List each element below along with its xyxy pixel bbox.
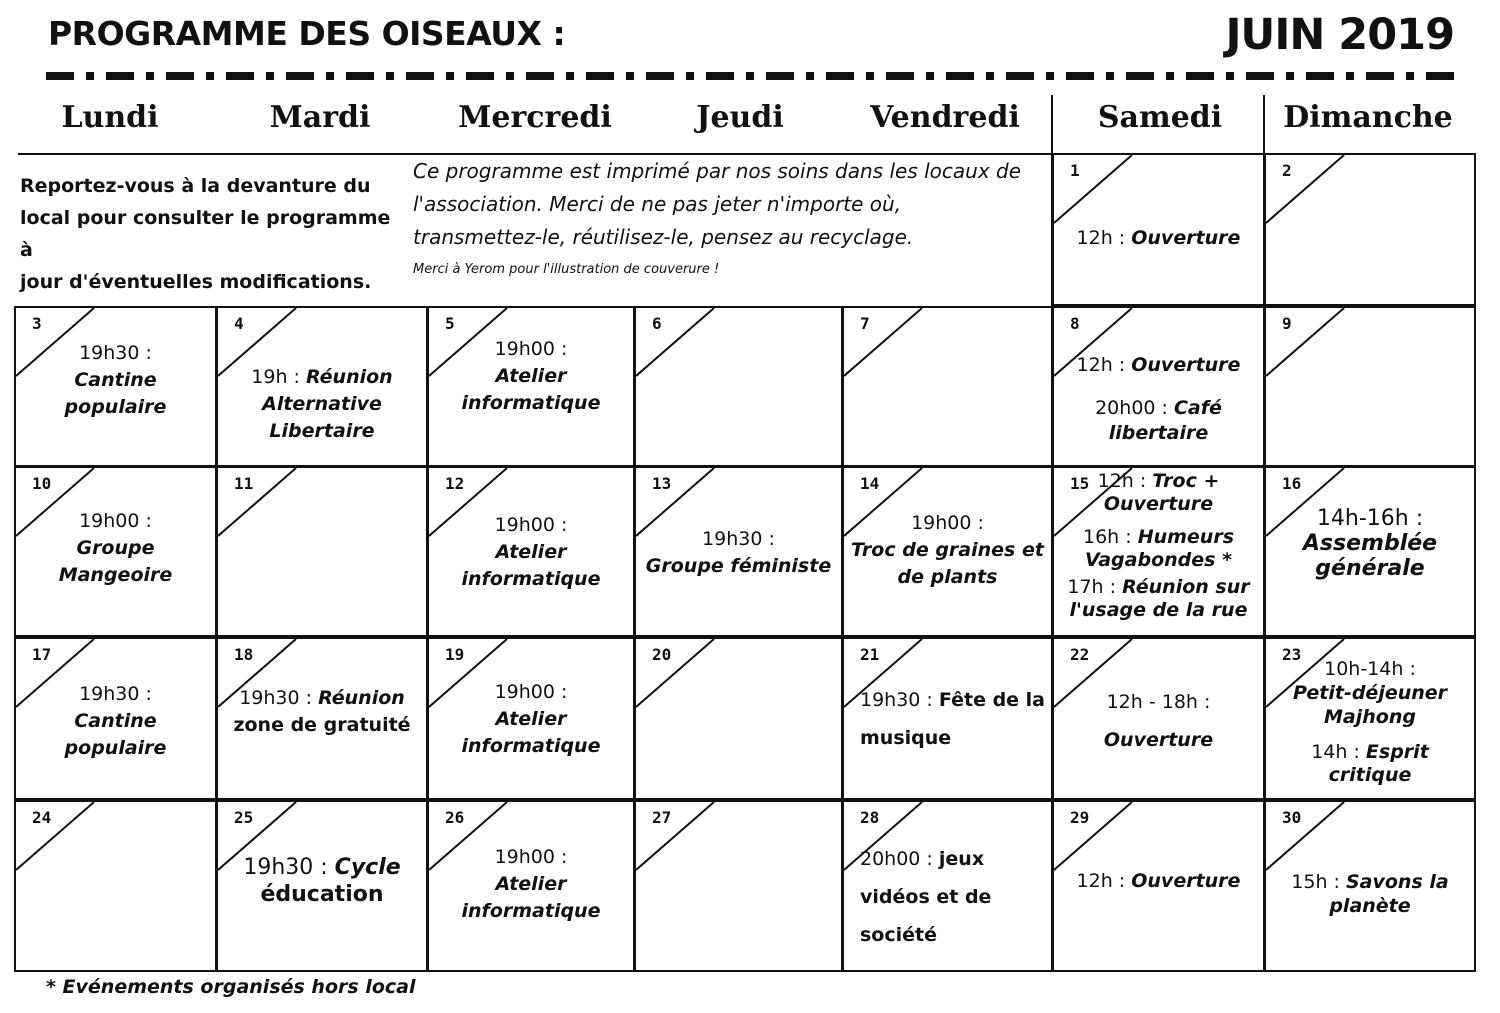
event-title: Réunion xyxy=(305,366,393,388)
event-title: Ouverture xyxy=(1103,493,1214,515)
event-time: 19h00 : xyxy=(494,681,568,703)
corner-diagonal xyxy=(218,468,298,538)
event-text xyxy=(20,681,211,762)
event-text xyxy=(1270,741,1470,787)
event-title: Troc + xyxy=(1152,470,1220,492)
event-title: de plants xyxy=(897,566,998,588)
event-title: Atelier xyxy=(495,873,567,895)
event-title: Atelier xyxy=(495,365,567,387)
weekday-mardi: Mardi xyxy=(269,100,371,135)
event-text xyxy=(1270,506,1470,581)
day-number: 26 xyxy=(445,808,465,827)
day-number: 5 xyxy=(445,314,455,333)
header-separator xyxy=(1051,95,1053,153)
event-title: Atelier xyxy=(495,541,567,563)
event-title: Esprit xyxy=(1365,741,1429,763)
event-time: 19h : xyxy=(251,366,306,388)
day-number: 4 xyxy=(234,314,244,333)
event-time: 19h00 : xyxy=(494,338,568,360)
event-title: Cantine xyxy=(74,710,157,732)
event-time: 19h00 : xyxy=(494,514,568,536)
event-title: Alternative Libertaire xyxy=(262,393,382,442)
day-number: 12 xyxy=(445,474,465,493)
day-number: 19 xyxy=(445,645,465,664)
event-title: générale xyxy=(1315,556,1425,581)
event-text xyxy=(640,526,837,580)
day-number: 13 xyxy=(652,474,672,493)
event-text xyxy=(222,364,422,445)
event-text xyxy=(860,681,1059,757)
intro-border xyxy=(1051,153,1053,306)
day-number: 3 xyxy=(32,314,42,333)
event-title: Troc de graines et xyxy=(851,539,1044,561)
event-time: 19h00 : xyxy=(79,510,152,532)
event-time: 15h : xyxy=(1291,871,1346,893)
header-separator xyxy=(1263,95,1265,153)
day-number: 20 xyxy=(652,645,672,664)
day-number: 25 xyxy=(234,808,254,827)
event-title: jeux xyxy=(938,848,985,870)
day-number: 18 xyxy=(234,645,254,664)
event-text xyxy=(1058,526,1259,572)
event-title: Ouverture xyxy=(1131,870,1241,892)
day-number: 15 xyxy=(1070,474,1090,493)
event-time: 12h - 18h : xyxy=(1106,691,1211,713)
event-time: zone de gratuité xyxy=(233,714,411,736)
day-number: 27 xyxy=(652,808,672,827)
event-time: 17h : xyxy=(1067,576,1123,598)
event-time: 14h : xyxy=(1311,741,1366,763)
corner-diagonal xyxy=(1054,802,1134,872)
event-title: l'usage de la rue xyxy=(1069,599,1248,621)
day-number: 8 xyxy=(1070,314,1080,333)
intro-right: Ce programme est imprimé par nos soins dans les locaux de l'association. Merci de ne pas jeter n'importe où, transmettez-le, réutilisez-le, pensez au recyclage. xyxy=(413,159,1022,249)
event-text xyxy=(848,510,1047,591)
event-time: 12h : xyxy=(1076,870,1132,892)
event-title: Cycle xyxy=(334,855,401,880)
event-text xyxy=(1058,470,1259,516)
event-text xyxy=(1270,870,1470,918)
month-title: JUIN 2019 xyxy=(1225,10,1454,60)
event-title: populaire xyxy=(64,396,167,418)
event-title: Assemblée xyxy=(1302,531,1438,556)
day-number: 10 xyxy=(32,474,52,493)
event-text xyxy=(222,685,422,739)
corner-diagonal xyxy=(1266,802,1346,872)
event-title: Réunion sur xyxy=(1122,576,1250,598)
weekday-vendredi: Vendredi xyxy=(870,100,1020,135)
event-title: Ouverture xyxy=(1131,227,1241,249)
day-number: 22 xyxy=(1070,645,1090,664)
day-number: 30 xyxy=(1282,808,1302,827)
event-title: Savons la xyxy=(1345,871,1449,893)
event-title: populaire xyxy=(64,737,167,759)
event-time: 14h-16h : xyxy=(1316,506,1424,531)
day-number: 16 xyxy=(1282,474,1302,493)
day-number: 23 xyxy=(1282,645,1302,664)
day-number: 9 xyxy=(1282,314,1292,333)
event-title: Café xyxy=(1173,397,1222,419)
event-title: Humeurs xyxy=(1137,526,1235,548)
event-time: 19h30 : xyxy=(79,683,152,705)
event-time: 12h : xyxy=(1076,354,1132,376)
intro-left: Reportez-vous à la devanture du local pour consulter le programme à jour d'éventuelles modifications. xyxy=(20,175,391,293)
event-time: 10h-14h : xyxy=(1324,658,1416,680)
event-text xyxy=(20,340,211,421)
day-number: 7 xyxy=(860,314,870,333)
event-title: Majhong xyxy=(1324,706,1416,728)
event-title: Vagabondes * xyxy=(1085,549,1232,571)
day-number: 6 xyxy=(652,314,662,333)
event-text xyxy=(860,840,1059,954)
event-title: planète xyxy=(1329,895,1411,917)
event-text xyxy=(1058,352,1259,379)
event-time: 19h30 : xyxy=(860,689,939,711)
event-title: Fête de la xyxy=(938,689,1046,711)
event-title: Groupe xyxy=(76,537,155,559)
event-time: 20h00 : xyxy=(1095,397,1174,419)
event-title: informatique xyxy=(461,735,601,757)
event-time: 16h : xyxy=(1082,526,1138,548)
event-text xyxy=(1058,868,1259,895)
weekday-samedi: Samedi xyxy=(1097,100,1223,135)
event-title: Groupe féministe xyxy=(645,555,832,577)
day-number: 17 xyxy=(32,645,52,664)
page-title: PROGRAMME DES OISEAUX : xyxy=(48,14,566,53)
day-number: 29 xyxy=(1070,808,1090,827)
day-number: 28 xyxy=(860,808,880,827)
event-text xyxy=(222,854,422,908)
illustration-credit: Merci à Yerom pour l'illustration de couverure ! xyxy=(413,262,720,277)
corner-diagonal xyxy=(636,802,716,872)
event-text xyxy=(1058,225,1259,252)
event-text xyxy=(20,508,211,589)
day-number: 11 xyxy=(234,474,254,493)
event-time: éducation xyxy=(260,882,384,907)
event-title: Ouverture xyxy=(1131,354,1241,376)
event-time: 12h : xyxy=(1097,470,1153,492)
event-title: Petit-déjeuner xyxy=(1292,682,1448,704)
weekday-mercredi: Mercredi xyxy=(458,100,612,135)
day-number: 21 xyxy=(860,645,880,664)
event-title: vidéos et de xyxy=(860,886,992,908)
event-title: libertaire xyxy=(1108,422,1209,444)
corner-diagonal xyxy=(636,639,716,709)
event-title: Réunion xyxy=(318,687,405,709)
event-time: 12h : xyxy=(1076,227,1132,249)
corner-diagonal xyxy=(16,802,96,872)
corner-diagonal xyxy=(1266,155,1346,225)
event-title: informatique xyxy=(461,568,601,590)
weekday-lundi: Lundi xyxy=(61,100,159,135)
event-text xyxy=(1058,683,1259,759)
corner-diagonal xyxy=(1054,155,1134,225)
event-title: Cantine xyxy=(74,369,157,391)
event-time: 20h00 : xyxy=(860,848,939,870)
event-text xyxy=(433,512,629,593)
corner-diagonal xyxy=(844,308,924,378)
footnote: * Evénements organisés hors local xyxy=(46,976,416,998)
event-time: 19h30 : xyxy=(243,855,335,880)
event-text xyxy=(433,679,629,760)
event-text xyxy=(1270,657,1470,729)
corner-diagonal xyxy=(1266,308,1346,378)
event-time: 19h00 : xyxy=(911,512,984,534)
event-time: 19h30 : xyxy=(79,342,152,364)
day-number: 1 xyxy=(1070,161,1080,180)
event-title: Ouverture xyxy=(1103,729,1214,751)
day-number: 14 xyxy=(860,474,880,493)
event-text xyxy=(1058,396,1259,446)
corner-diagonal xyxy=(636,308,716,378)
event-title: critique xyxy=(1328,764,1412,786)
day-number: 2 xyxy=(1282,161,1292,180)
weekday-jeudi: Jeudi xyxy=(696,100,784,135)
event-text xyxy=(1058,576,1259,622)
event-title: Mangeoire xyxy=(58,564,173,586)
header-divider xyxy=(46,72,1456,80)
event-title: Atelier xyxy=(495,708,567,730)
event-time: 19h30 : xyxy=(702,528,775,550)
event-title: informatique xyxy=(461,392,601,414)
day-number: 24 xyxy=(32,808,52,827)
event-text xyxy=(433,844,629,925)
event-text xyxy=(433,336,629,417)
event-time: 19h00 : xyxy=(494,846,568,868)
weekday-dimanche: Dimanche xyxy=(1283,100,1453,135)
event-title: musique xyxy=(860,727,952,749)
event-title: société xyxy=(860,924,937,946)
event-time: 19h30 : xyxy=(239,687,319,709)
event-title: informatique xyxy=(461,900,601,922)
